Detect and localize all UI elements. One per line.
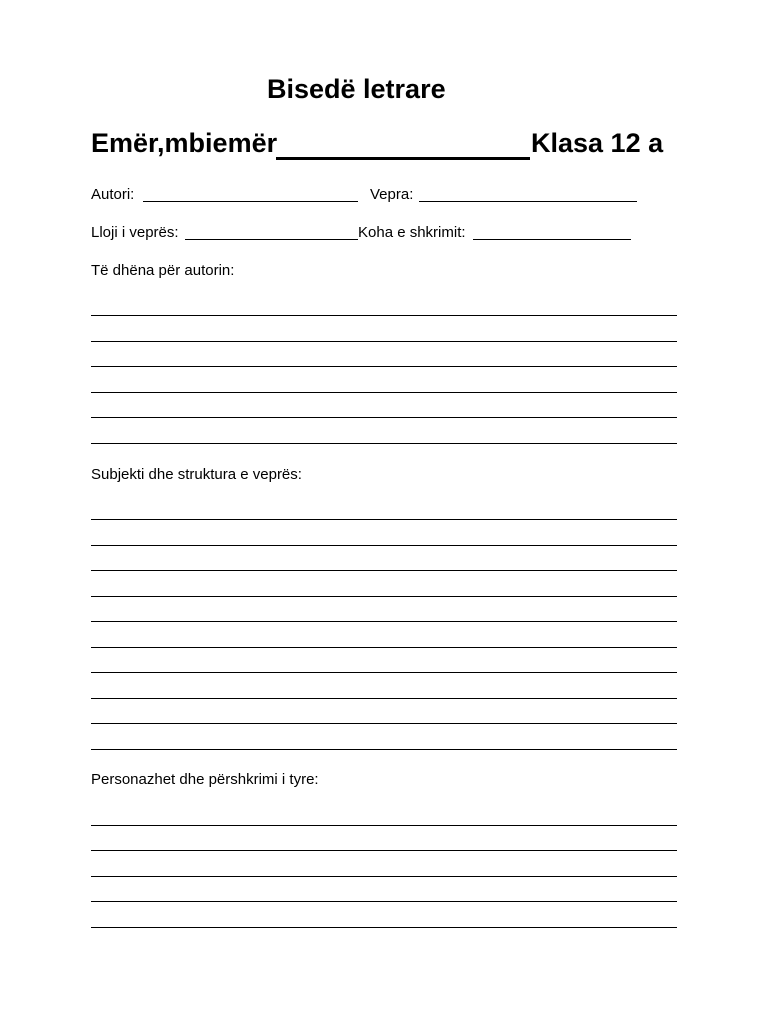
writing-line[interactable] xyxy=(91,417,677,418)
writing-line[interactable] xyxy=(91,392,677,393)
writing-line[interactable] xyxy=(91,901,677,902)
writing-line[interactable] xyxy=(91,647,677,648)
writing-line[interactable] xyxy=(91,315,677,316)
class-label: Klasa 12 a xyxy=(531,128,664,158)
writing-line[interactable] xyxy=(91,341,677,342)
writing-line[interactable] xyxy=(91,519,677,520)
author-blank[interactable] xyxy=(143,201,358,202)
name-blank[interactable] xyxy=(276,157,530,160)
writing-line[interactable] xyxy=(91,850,677,851)
work-blank[interactable] xyxy=(419,201,637,202)
writing-line[interactable] xyxy=(91,723,677,724)
writing-line[interactable] xyxy=(91,672,677,673)
writing-line[interactable] xyxy=(91,596,677,597)
writing-line[interactable] xyxy=(91,366,677,367)
writing-line[interactable] xyxy=(91,621,677,622)
type-blank[interactable] xyxy=(185,239,358,240)
time-blank[interactable] xyxy=(473,239,631,240)
writing-line[interactable] xyxy=(91,825,677,826)
section-heading-author: Të dhëna për autorin: xyxy=(91,262,235,279)
writing-line[interactable] xyxy=(91,570,677,571)
writing-line[interactable] xyxy=(91,698,677,699)
writing-line[interactable] xyxy=(91,749,677,750)
name-label: Emër,mbiemër xyxy=(91,128,278,158)
writing-line[interactable] xyxy=(91,927,677,928)
author-label: Autori: xyxy=(91,186,135,203)
writing-line[interactable] xyxy=(91,443,677,444)
writing-line[interactable] xyxy=(91,545,677,546)
work-label: Vepra: xyxy=(370,186,414,203)
page-title: Bisedë letrare xyxy=(267,74,446,104)
section-heading-structure: Subjekti dhe struktura e veprës: xyxy=(91,466,302,483)
type-label: Lloji i veprës: xyxy=(91,224,179,241)
writing-line[interactable] xyxy=(91,876,677,877)
time-label: Koha e shkrimit: xyxy=(358,224,466,241)
section-heading-characters: Personazhet dhe përshkrimi i tyre: xyxy=(91,771,319,788)
